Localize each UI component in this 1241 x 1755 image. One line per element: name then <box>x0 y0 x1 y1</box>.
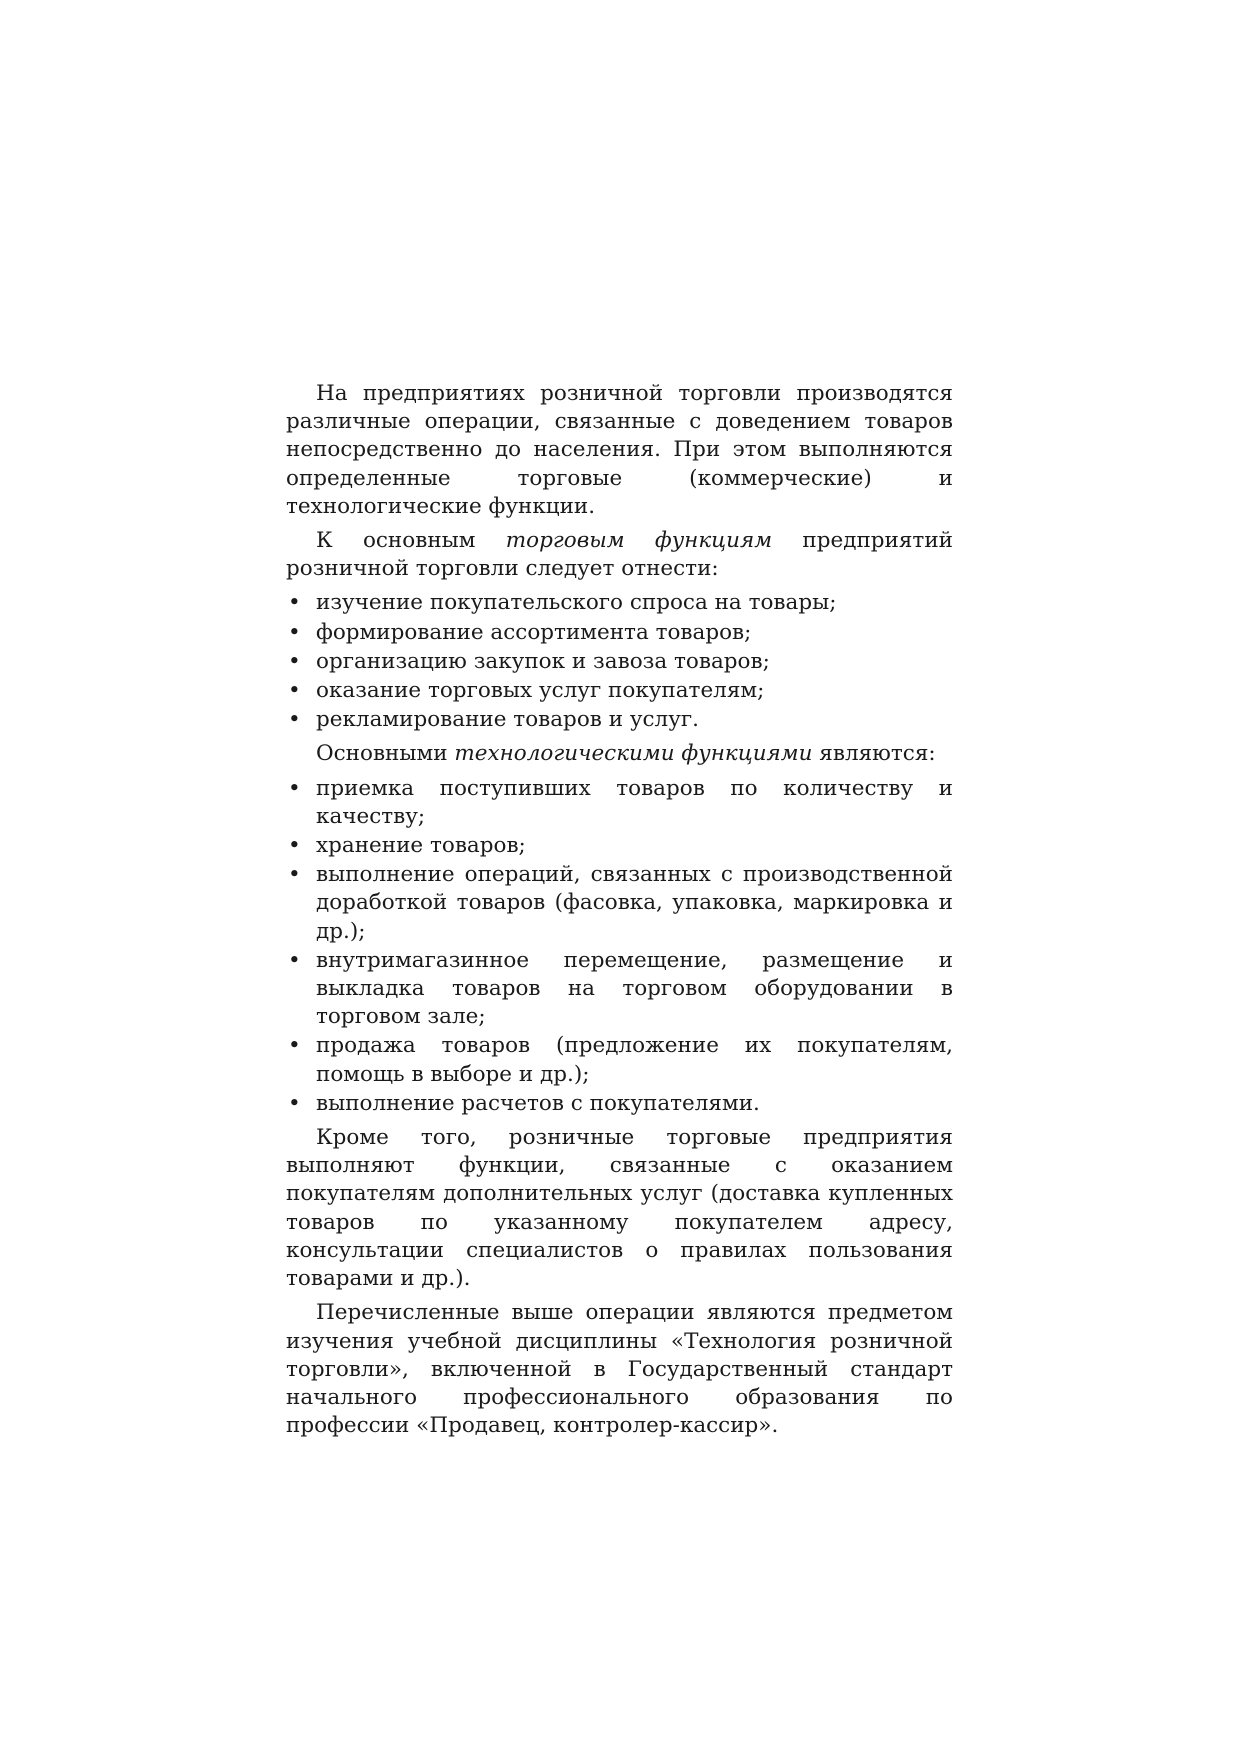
list-item <box>286 677 953 705</box>
text-block <box>286 380 953 1446</box>
paragraph-intro: На предприятиях розничной торговли производятся различные операции, связанные с доведением товаров непосредственно до населения. При этом выполняются определенные торговые (коммерческие) и технологические функции. <box>286 381 953 519</box>
list-item-text: формирование ассортимента товаров; <box>316 619 752 645</box>
list-item <box>286 775 953 831</box>
tech-functions-list <box>286 775 953 1118</box>
bullet-icon: • <box>288 775 301 801</box>
list-item <box>286 1032 953 1088</box>
text-segment: являются: <box>812 741 936 767</box>
list-item <box>286 861 953 946</box>
bullet-icon: • <box>288 590 301 616</box>
list-item-text: хранение товаров; <box>316 833 526 859</box>
bullet-icon: • <box>288 947 301 973</box>
list-item-text: организацию закупок и завоза товаров; <box>316 648 770 674</box>
bullet-icon: • <box>288 833 301 859</box>
bullet-icon: • <box>288 1090 301 1116</box>
list-item-text: приемка поступивших товаров по количеству и качеству; <box>316 775 953 829</box>
paragraph-additional-services: Кроме того, розничные торговые предприятия выполняют функции, связанные с оказанием покупателям дополнительных услуг (доставка купленных товаров по указанному покупателем адресу, консультации специалистов о правилах пользования товарами и др.). <box>286 1125 953 1292</box>
list-item <box>286 706 953 734</box>
bullet-icon: • <box>288 648 301 674</box>
list-item <box>286 832 953 860</box>
bullet-icon: • <box>288 678 301 704</box>
list-item <box>286 648 953 676</box>
bullet-icon: • <box>288 862 301 888</box>
bullet-icon: • <box>288 619 301 645</box>
list-item <box>286 589 953 617</box>
list-item <box>286 619 953 647</box>
emphasis-trade-functions: торговым функциям <box>505 528 773 554</box>
paragraph-discipline: Перечисленные выше операции являются предметом изучения учебной дисциплины «Технология розничной торговли», включенной в Государственный стандарт начального профессионального образования по профессии «Продавец, контролер-кассир». <box>286 1300 953 1439</box>
list-item-text: выполнение операций, связанных с производственной доработкой товаров (фасовка, упаковка, маркировка и др.); <box>316 862 953 944</box>
trade-functions-list <box>286 589 953 734</box>
list-item <box>286 947 953 1032</box>
list-item-text: продажа товаров (предложение их покупателям, помощь в выборе и др.); <box>316 1033 953 1087</box>
list-item-text: изучение покупательского спроса на товары; <box>316 590 837 616</box>
bullet-icon: • <box>288 1033 301 1059</box>
paragraph-tech-functions-lead <box>286 740 953 768</box>
text-segment: К основным <box>316 528 506 554</box>
list-item-text: внутримагазинное перемещение, размещение и выкладка товаров на торговом оборудовании в торговом зале; <box>316 947 953 1030</box>
list-item <box>286 1090 953 1118</box>
list-item-text: оказание торговых услуг покупателям; <box>316 678 765 704</box>
list-item-text: выполнение расчетов с покупателями. <box>316 1090 760 1116</box>
paragraph-trade-functions-lead <box>286 527 953 583</box>
list-item-text: рекламирование товаров и услуг. <box>316 707 699 733</box>
emphasis-tech-functions: технологическими функциями <box>454 741 813 767</box>
bullet-icon: • <box>288 707 301 733</box>
text-segment: предприятий розничной торговли следует отнести: <box>286 528 953 582</box>
text-segment: Основными <box>316 741 455 767</box>
